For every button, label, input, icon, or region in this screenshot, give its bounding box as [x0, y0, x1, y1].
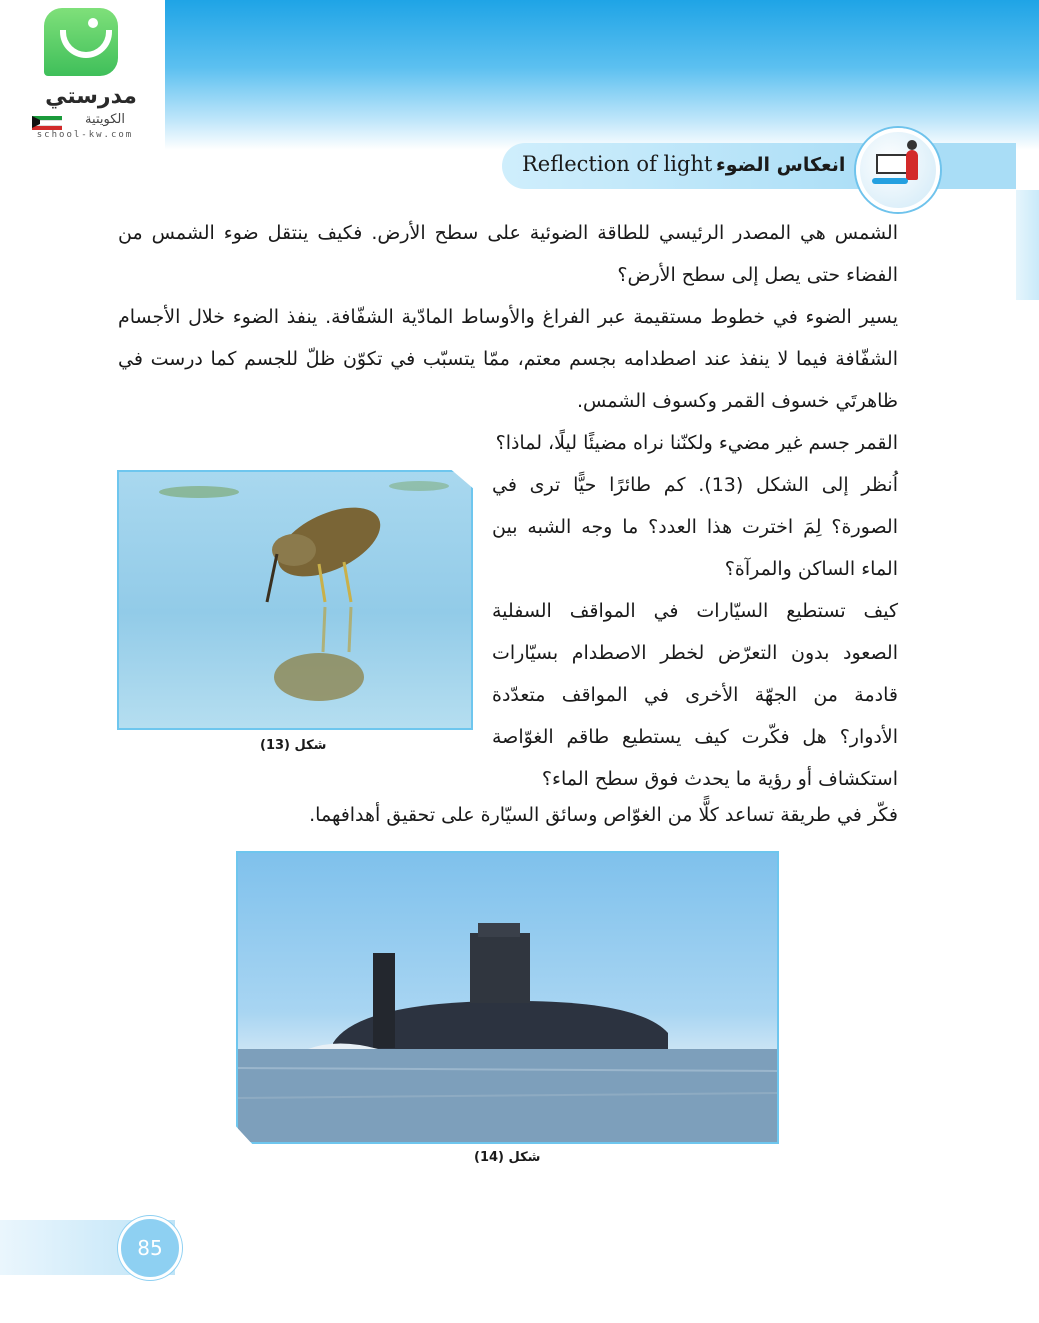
figure-14-caption: شكل (14): [474, 1150, 541, 1165]
figure-13-caption: شكل (13): [260, 738, 327, 753]
paragraph-light-travel: يسير الضوء في خطوط مستقيمة عبر الفراغ والأوساط المادّية الشفّافة. ينفذ الضوء خلال الأجسام الشفّافة فيما لا ينفذ عند اصطدامه بجسم معتم، ممّا يتسبّب في تكوّن ظلّ للجسم كما درست في ظاهرتَي خسوف القمر وكسوف الشمس.: [118, 306, 898, 412]
section-title-bar-end: [930, 143, 1016, 189]
logo-url: school-kw.com: [36, 130, 134, 140]
paragraph-bird-question: اُنظر إلى الشكل (13). كم طائرًا حيًّا ترى في الصورة؟ لِمَ اخترت هذا العدد؟ ما وجه الشبه بين الماء الساكن والمرآة؟: [492, 474, 898, 580]
paragraph-intro: الشمس هي المصدر الرئيسي للطاقة الضوئية على سطح الأرض. فكيف ينتقل ضوء الشمس من الفضاء حتى يصل إلى سطح الأرض؟: [118, 222, 898, 286]
teacher-board-icon: [856, 128, 940, 212]
paragraph-parking-submarine: كيف تستطيع السيّارات في المواقف السفلية الصعود بدون التعرّض لخطر الاصطدام بسيّارات قادمة من الجهّة الأخرى في المواقف متعدّدة الأدوار؟ هل فكّرت كيف يستطيع طاقم الغوّاصة استكشاف أو رؤية ما يحدث فوق سطح الماء؟: [492, 600, 898, 790]
logo-subtitle: الكويتية: [85, 112, 125, 127]
figure-14-submarine-image: [236, 851, 779, 1144]
submarine-illustration: [238, 853, 779, 1144]
bird-reflection-illustration: [119, 472, 473, 730]
logo-mark-icon: [44, 8, 118, 76]
paragraph-think: فكّر في طريقة تساعد كلًّا من الغوّاص وسائق السيّارة على تحقيق أهدافهما.: [309, 804, 898, 826]
section-title-english: Reflection of light: [522, 152, 713, 176]
section-title-arabic: انعكاس الضوء: [716, 154, 846, 176]
logo-name: مدرستي: [45, 84, 137, 109]
paragraph-moon-question: القمر جسم غير مضيء ولكنّنا نراه مضيئًا ليلًا، لماذا؟: [495, 432, 898, 454]
site-logo[interactable]: [0, 0, 165, 150]
figure-13-bird-image: [117, 470, 473, 730]
kuwait-flag-icon: [32, 116, 62, 128]
side-tab-decoration: [1016, 190, 1039, 300]
page-number: 85: [118, 1216, 182, 1280]
